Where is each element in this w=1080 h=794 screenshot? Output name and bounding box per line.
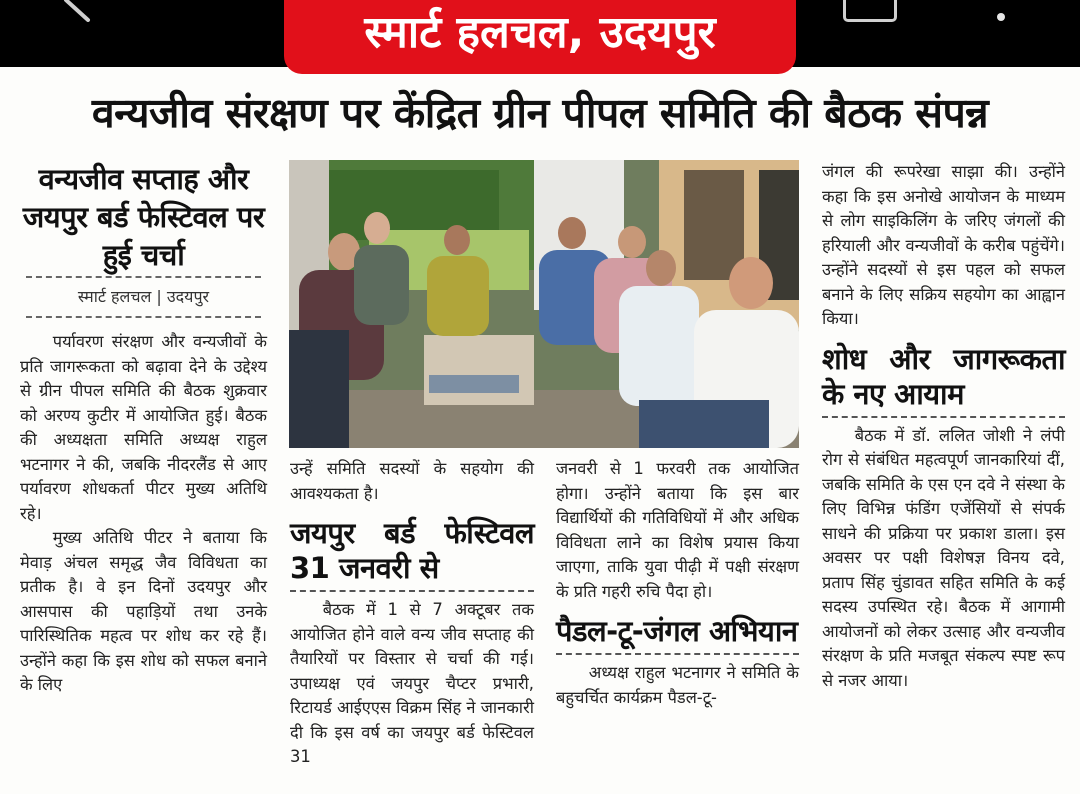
section-heading: शोध और जागरूकता के नए आयाम [822, 342, 1065, 418]
masthead-banner: स्मार्ट हलचल, उदयपुर [284, 0, 796, 74]
article-column-4 [822, 160, 1065, 693]
paragraph: मुख्य अतिथि पीटर ने बताया कि मेवाड़ अंचल समृद्ध जैव विविधता का प्रतीक है। वे इन दिनों उदयपुर और आसपास की पहाड़ियों तथा उनके पारिस्थितिक महत्व पर शोध कर रहे हैं। उन्होंने कहा कि इस शोध को सफल बनाने के लिए [20, 528, 267, 694]
sidebar-headline: वन्यजीव सप्ताह और जयपुर बर्ड फेस्टिवल पर हुई चर्चा [22, 162, 265, 272]
paragraph: उन्हें समिति सदस्यों के सहयोग की आवश्यकता है। [290, 459, 534, 503]
paragraph: बैठक में 1 से 7 अक्टूबर तक आयोजित होने वाले वन्य जीव सप्ताह की तैयारियों पर विस्तार से चर्चा की गई। उपाध्यक्ष एवं जयपुर चैप्टर प्रभारी, रिटायर्ड आईएएस विक्रम सिंह ने जानकारी दी कि इस वर्ष का जयपुर बर्ड फेस्टिवल 31 [290, 600, 534, 766]
section-heading: पैडल-टू-जंगल अभियान [556, 614, 799, 655]
sidebar-column [20, 160, 267, 698]
paragraph: बैठक में डॉ. ललित जोशी ने लंपी रोग से संबंधित महत्वपूर्ण जानकारियां दीं, जबकि समिति के एस एन दवे ने संस्था के लिए विभिन्न फंडिंग एजेंसियों से संपर्क साधने की प्रक्रिया पर प्रकाश डाला। इस अवसर पर पक्षी विशेषज्ञ विनय दवे, प्रताप सिंह चुंडावत सहित समिति के कई सदस्य उपस्थित रहे। बैठक में आगामी आयोजनों को लेकर उत्साह और वन्यजीव संरक्षण के प्रति मजबूत संकल्प स्पष्ट रूप से नजर आया। [822, 425, 1065, 690]
window-icon[interactable] [843, 0, 897, 22]
menu-dot-icon[interactable] [997, 13, 1005, 21]
article-column-3 [556, 457, 799, 710]
paragraph: अध्यक्ष राहुल भटनागर ने समिति के बहुचर्चित कार्यक्रम पैडल-टू- [556, 663, 799, 707]
paragraph: जंगल की रूपरेखा साझा की। उन्होंने कहा कि इस अनोखे आयोजन के माध्यम से लोग साइकिलिंग के जरिए जंगलों की हरियाली और वन्यजीवों के करीब पहुंचेंगे। उन्होंने सदस्यों से इस पहल को सफल बनाने के लिए सक्रिय सहयोग का आह्वान किया। [822, 162, 1065, 328]
article-column-2 [290, 457, 534, 770]
news-photo [289, 160, 799, 448]
byline: स्मार्ट हलचल | उदयपुर [26, 276, 261, 318]
page-headline: वन्यजीव संरक्षण पर केंद्रित ग्रीन पीपल समिति की बैठक संपन्न [91, 89, 989, 137]
paragraph: पर्यावरण संरक्षण और वन्यजीवों के प्रति जागरूकता को बढ़ावा देने के उद्देश्य से ग्रीन पीपल समिति की बैठक शुक्रवार को अरण्य कुटीर में आयोजित हुई। बैठक की अध्यक्षता समिति अध्यक्ष राहुल भटनागर ने की, जबकि नीदरलैंड से आए पर्यावरण शोधकर्ता पीटर मुख्य अतिथि रहे। [20, 332, 267, 523]
back-arrow-icon[interactable] [62, 0, 92, 22]
paragraph: जनवरी से 1 फरवरी तक आयोजित होगा। उन्होंने बताया कि इस बार विद्यार्थियों की गतिविधियों में और अधिक विविधता लाने का विशेष प्रयास किया जाएगा, ताकि युवा पीढ़ी में पक्षी संरक्षण के प्रति गहरी रुचि पैदा हो। [556, 459, 799, 601]
section-heading: जयपुर बर्ड फेस्टिवल 31 जनवरी से [290, 516, 534, 592]
